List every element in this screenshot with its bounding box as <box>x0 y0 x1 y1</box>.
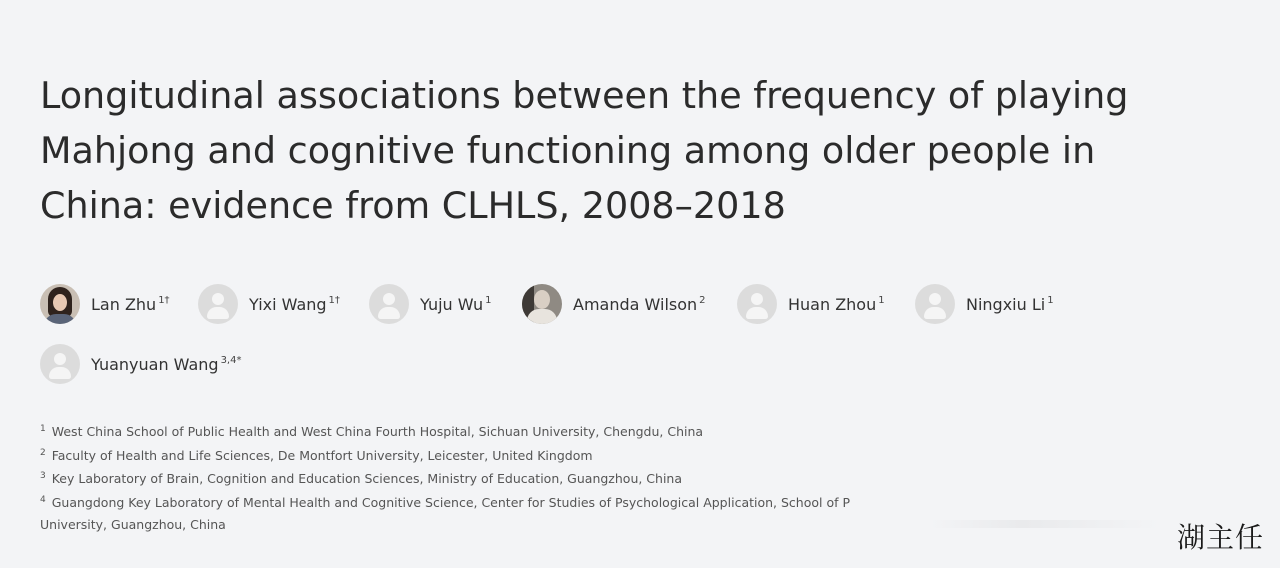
author-name: Lan Zhu $^{1\dagger}$ <box>91 294 170 314</box>
author-huan-zhou[interactable] <box>737 284 885 324</box>
affiliation-item: $^2$ Faculty of Health and Life Sciences, De Montfort University, Leicester, United Kingdom <box>40 447 593 463</box>
default-avatar-icon <box>737 284 777 324</box>
author-name: Yixi Wang $^{1\dagger}$ <box>249 294 340 314</box>
author-yuju-wu[interactable] <box>369 284 492 324</box>
author-amanda-wilson[interactable] <box>522 284 706 324</box>
author-ningxiu-li[interactable] <box>915 284 1054 324</box>
default-avatar-icon <box>40 344 80 384</box>
redaction-fade <box>930 488 1160 500</box>
author-affiliation-ref: 1 <box>1047 295 1054 307</box>
affiliations-list <box>40 419 1160 535</box>
author-photo-icon <box>522 284 562 324</box>
author-affiliation-ref: 2 <box>699 295 706 307</box>
redaction-fade <box>930 520 1160 528</box>
title-line-1: Longitudinal associations between the frequency of playing <box>40 74 1129 117</box>
default-avatar-icon <box>198 284 238 324</box>
default-avatar-icon <box>915 284 955 324</box>
author-name: Yuanyuan Wang $^{3,4*}$ <box>91 354 242 374</box>
author-affiliation-ref: 3,4* <box>220 355 242 367</box>
author-affiliation-ref: 1† <box>158 295 170 307</box>
author-lan-zhu[interactable] <box>40 284 170 324</box>
author-name: Yuju Wu $^1$ <box>420 294 492 314</box>
affiliation-continuation: University, Guangzhou, China <box>40 516 226 532</box>
author-photo-icon <box>40 284 80 324</box>
author-name: Amanda Wilson $^2$ <box>573 294 706 314</box>
affiliation-item: $^3$ Key Laboratory of Brain, Cognition and Education Sciences, Ministry of Education, Guangzhou, China <box>40 471 683 487</box>
author-affiliation-ref: 1 <box>878 295 885 307</box>
article-title <box>40 68 1220 233</box>
author-name: Ningxiu Li $^1$ <box>966 294 1054 314</box>
author-yixi-wang[interactable] <box>198 284 340 324</box>
affiliation-item: $^4$ Guangdong Key Laboratory of Mental Health and Cognitive Science, Center for Studies of Psychological Application, School of P <box>40 494 851 511</box>
default-avatar-icon <box>369 284 409 324</box>
author-name: Huan Zhou $^1$ <box>788 294 885 314</box>
author-yuanyuan-wang[interactable] <box>40 344 241 384</box>
title-line-3: China: evidence from CLHLS, 2008–2018 <box>40 184 786 227</box>
author-affiliation-ref: 1† <box>328 295 340 307</box>
watermark-text: 湖主任 <box>1176 521 1264 554</box>
affiliation-item: $^1$ West China School of Public Health and West China Fourth Hospital, Sichuan University, Chengdu, China <box>40 424 704 440</box>
author-affiliation-ref: 1 <box>485 295 492 307</box>
title-line-2: Mahjong and cognitive functioning among older people in <box>40 129 1096 172</box>
